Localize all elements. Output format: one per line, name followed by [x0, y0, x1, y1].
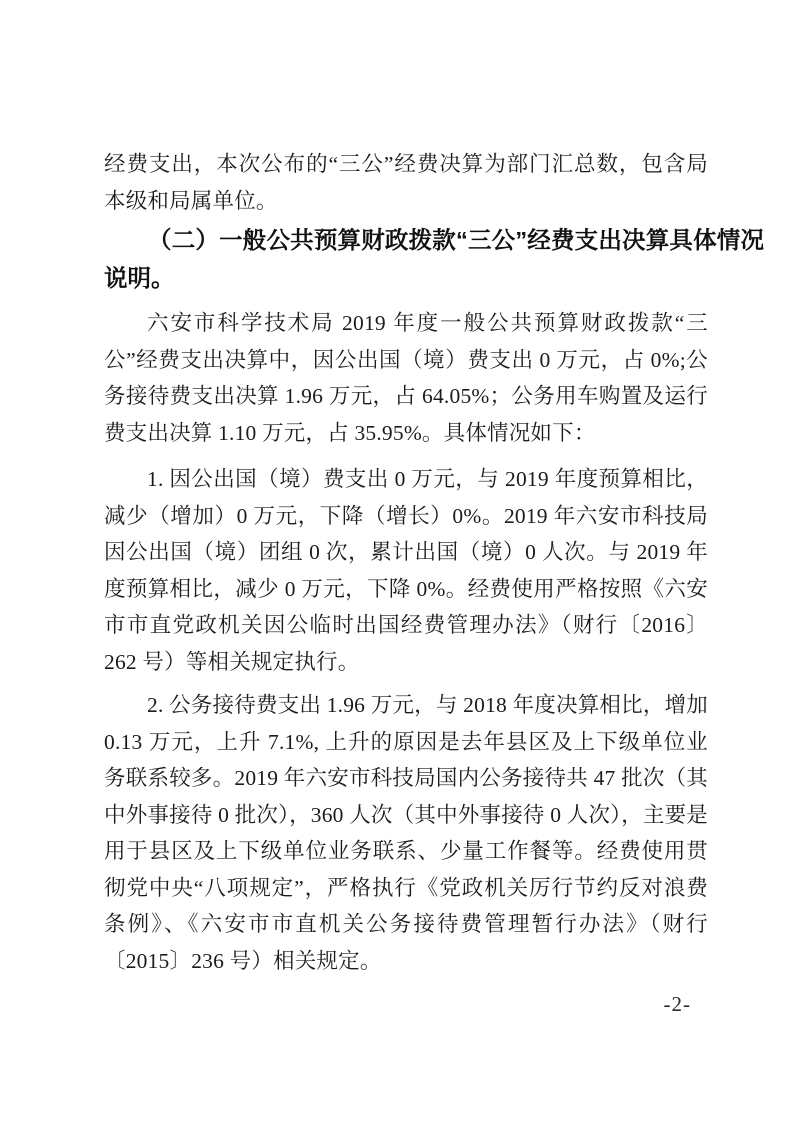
paragraph-item-2-reception-expense: 2. 公务接待费支出 1.96 万元，与 2018 年度决算相比，增加 0.13 万元，上升 7.1%, 上升的原因是去年县区及上下级单位业务联系较多。2019 年六安市科技局国内公务接待共 47 批次（其中外事接待 0 批次），360 人次（其中外事接待 0 人次），主要是用于县区及上下级单位业务联系、少量工作餐等。经费使用贯彻党中央“八项规定”，严格执行《党政机关厉行节约反对浪费条例》、《六安市市直机关公务接待费管理暂行办法》（财行〔2015〕236 号）相关规定。	[104, 693, 708, 973]
page-number: -2-	[663, 992, 691, 1016]
document-body	[104, 146, 764, 979]
paragraph-carryover: 经费支出，本次公布的“三公”经费决算为部门汇总数，包含局本级和局属单位。	[104, 152, 708, 213]
paragraph-item-1-abroad-expense: 1. 因公出国（境）费支出 0 万元，与 2019 年度预算相比，减少（增加）0 万元，下降（增长）0%。2019 年六安市科技局因公出国（境）团组 0 次，累计出国（境）0 人次。与 2019 年度预算相比，减少 0 万元，下降 0%。经费使用严格按照《六安市市直党政机关因公临时出国经费管理办法》（财行〔2016〕262 号）等相关规定执行。	[104, 467, 708, 674]
section-heading: （二）一般公共预算财政拨款“三公”经费支出决算具体情况说明。	[104, 227, 764, 291]
paragraph-overview: 六安市科学技术局 2019 年度一般公共预算财政拨款“三公”经费支出决算中，因公出国（境）费支出 0 万元，占 0%;公务接待费支出决算 1.96 万元，占 64.05%；公务用车购置及运行费支出决算 1.10 万元，占 35.95%。具体情况如下：	[104, 311, 708, 445]
